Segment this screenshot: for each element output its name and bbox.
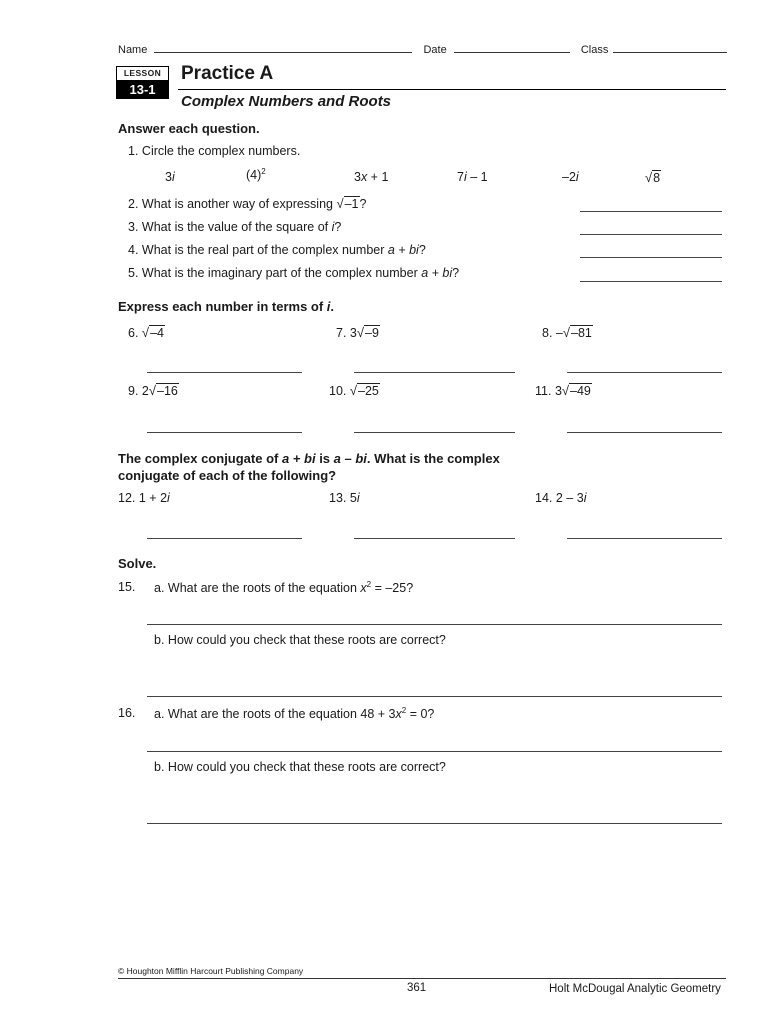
heading-text: . What is the complex: [366, 451, 500, 466]
answer-line-16b[interactable]: [147, 823, 722, 824]
radicand: –25: [358, 384, 379, 398]
sqrt-icon: √: [349, 383, 358, 398]
coefficient: 3: [554, 384, 562, 398]
radicand: –81: [571, 326, 592, 340]
question-text: Circle the complex numbers.: [141, 144, 301, 158]
question-expr: a + bi: [387, 243, 419, 257]
question-8: [542, 325, 593, 340]
question-text: ?: [452, 266, 460, 280]
question-7: [336, 325, 380, 340]
question-text: = –25?: [371, 581, 414, 596]
question-number: 7.: [336, 326, 347, 340]
question-12: [118, 491, 170, 505]
date-label: Date: [423, 44, 447, 56]
question-number: 5.: [128, 266, 139, 280]
answer-line-6[interactable]: [147, 372, 302, 373]
radicand: –4: [150, 326, 164, 340]
question-text: How could you check that these roots are correct?: [167, 760, 446, 774]
option-text: 3: [165, 170, 172, 184]
sqrt-icon: √: [148, 383, 157, 398]
question-var: i: [356, 491, 360, 505]
answer-line-5[interactable]: [580, 281, 722, 282]
question-number: 4.: [128, 243, 139, 257]
lesson-label: LESSON: [116, 66, 169, 81]
answer-line-8[interactable]: [567, 372, 722, 373]
option-text: + 1: [367, 170, 389, 184]
question-text: 1 + 2: [138, 491, 168, 505]
answer-line-16a[interactable]: [147, 751, 722, 752]
option-var: i: [171, 170, 175, 184]
question-14: [535, 491, 586, 505]
date-field[interactable]: [454, 42, 570, 53]
copyright: © Houghton Mifflin Harcourt Publishing Company: [118, 966, 304, 976]
question-15a: [154, 580, 413, 595]
answer-line-13[interactable]: [354, 538, 515, 539]
sqrt-icon: √: [562, 325, 571, 340]
question-number: 2.: [128, 197, 139, 211]
page-subtitle: Complex Numbers and Roots: [181, 93, 392, 110]
question-16-number: 16.: [118, 706, 136, 720]
option-var: i: [575, 170, 579, 184]
question-text: ?: [418, 243, 426, 257]
option-7i-minus-1[interactable]: [457, 170, 488, 184]
heading-text: .: [330, 299, 335, 314]
answer-line-9[interactable]: [147, 432, 302, 433]
part-label: a.: [154, 581, 165, 596]
question-16a: [154, 706, 434, 721]
name-label: Name: [118, 44, 148, 56]
question-number: 9.: [128, 384, 139, 398]
page-title: Practice A: [181, 63, 274, 84]
question-number: 11.: [535, 384, 552, 398]
question-text: What is the real part of the complex number: [141, 243, 388, 257]
question-6: [128, 325, 165, 340]
option-4-squared[interactable]: [246, 167, 266, 182]
option-neg-2i[interactable]: [562, 170, 579, 184]
sqrt-icon: √: [645, 170, 653, 185]
part-label: b.: [154, 633, 165, 647]
question-exponent: 2: [401, 706, 407, 715]
question-4: [128, 243, 426, 257]
question-var: i: [583, 491, 587, 505]
part-label: a.: [154, 707, 165, 722]
question-number: 14.: [535, 491, 553, 505]
sqrt-icon: √: [336, 196, 344, 211]
section-heading-solve: Solve.: [118, 556, 157, 571]
question-text: How could you check that these roots are correct?: [167, 633, 446, 647]
question-text: = 0?: [406, 707, 435, 722]
question-10: [329, 383, 380, 398]
answer-line-14[interactable]: [567, 538, 722, 539]
class-label: Class: [580, 44, 609, 56]
option-text: 7: [457, 170, 464, 184]
option-var: x: [360, 170, 368, 184]
question-number: 13.: [329, 491, 347, 505]
option-var: i: [463, 170, 467, 184]
question-expr: a + bi: [421, 266, 453, 280]
question-number: 10.: [329, 384, 347, 398]
heading-var: i: [326, 299, 331, 314]
heading-expr: a + bi: [281, 451, 316, 466]
book-title: Holt McDougal Analytic Geometry: [549, 983, 721, 995]
question-exponent: 2: [366, 580, 372, 589]
answer-line-2[interactable]: [580, 211, 722, 212]
question-text: What is the value of the square of: [141, 220, 332, 234]
answer-line-7[interactable]: [354, 372, 515, 373]
radicand: –9: [365, 326, 379, 340]
question-9: [128, 383, 179, 398]
coefficient: 3: [349, 326, 357, 340]
question-text: What are the roots of the equation 48 + 3: [167, 707, 396, 722]
question-13: [329, 491, 360, 505]
question-number: 1.: [128, 144, 139, 158]
lesson-number: 13-1: [116, 81, 169, 99]
question-number: 6.: [128, 326, 139, 340]
coefficient: 2: [141, 384, 149, 398]
answer-line-15a[interactable]: [147, 624, 722, 625]
footer-divider: [118, 978, 726, 979]
sqrt-icon: √: [141, 325, 150, 340]
question-var: i: [167, 491, 170, 505]
title-divider: [178, 89, 726, 90]
question-5: [128, 266, 459, 280]
question-15b: [154, 633, 446, 647]
lesson-badge: [116, 66, 169, 99]
question-var: x: [360, 581, 367, 596]
option-text: – 1: [466, 170, 488, 184]
heading-text: The complex conjugate of: [118, 451, 282, 466]
heading-text: Express each number in terms of: [118, 299, 327, 314]
part-label: b.: [154, 760, 165, 774]
question-text: What are the roots of the equation: [167, 581, 361, 596]
option-exponent: 2: [261, 167, 266, 176]
radicand: –16: [157, 384, 178, 398]
question-text: ?: [334, 220, 342, 234]
heading-text: is: [315, 451, 334, 466]
answer-line-4[interactable]: [580, 257, 722, 258]
question-text: 5: [349, 491, 357, 505]
option-sqrt-8[interactable]: [645, 170, 661, 185]
sqrt-icon: √: [561, 383, 570, 398]
name-date-class-header: [118, 42, 727, 56]
question-var: i: [331, 220, 335, 234]
coefficient: –: [555, 326, 563, 340]
heading-expr: a – bi: [333, 451, 367, 466]
question-text: 2 – 3: [555, 491, 584, 505]
answer-line-3[interactable]: [580, 234, 722, 235]
section-heading-conjugate: [118, 451, 500, 466]
radicand: –49: [570, 384, 591, 398]
option-text: 3: [354, 170, 361, 184]
answer-line-11[interactable]: [567, 432, 722, 433]
question-11: [535, 383, 592, 398]
sqrt-icon: √: [356, 325, 365, 340]
question-number: 3.: [128, 220, 139, 234]
answer-line-12[interactable]: [147, 538, 302, 539]
question-text: What is the imaginary part of the complex number: [141, 266, 422, 280]
question-var: x: [395, 707, 402, 722]
section-heading-express: [118, 299, 334, 314]
answer-line-10[interactable]: [354, 432, 515, 433]
answer-line-15b[interactable]: [147, 696, 722, 697]
section-heading-answer: Answer each question.: [118, 121, 260, 136]
question-16b: [154, 760, 446, 774]
section-heading-conjugate-line2: conjugate of each of the following?: [118, 468, 337, 483]
question-15-number: 15.: [118, 580, 136, 594]
option-text: –2: [562, 170, 576, 184]
question-text: What is another way of expressing: [141, 197, 337, 211]
question-1: [128, 144, 300, 158]
class-field[interactable]: [613, 42, 727, 53]
question-2: [128, 196, 366, 211]
option-3x-plus-1[interactable]: [354, 170, 388, 184]
option-3i[interactable]: [165, 170, 175, 184]
question-number: 12.: [118, 491, 136, 505]
radicand: –1: [344, 197, 359, 211]
question-number: 8.: [542, 326, 553, 340]
page-number: 361: [407, 982, 427, 994]
name-field[interactable]: [154, 42, 412, 53]
option-text: (4): [246, 168, 262, 183]
question-text: ?: [359, 197, 367, 211]
question-3: [128, 220, 341, 234]
radicand: 8: [653, 171, 661, 185]
